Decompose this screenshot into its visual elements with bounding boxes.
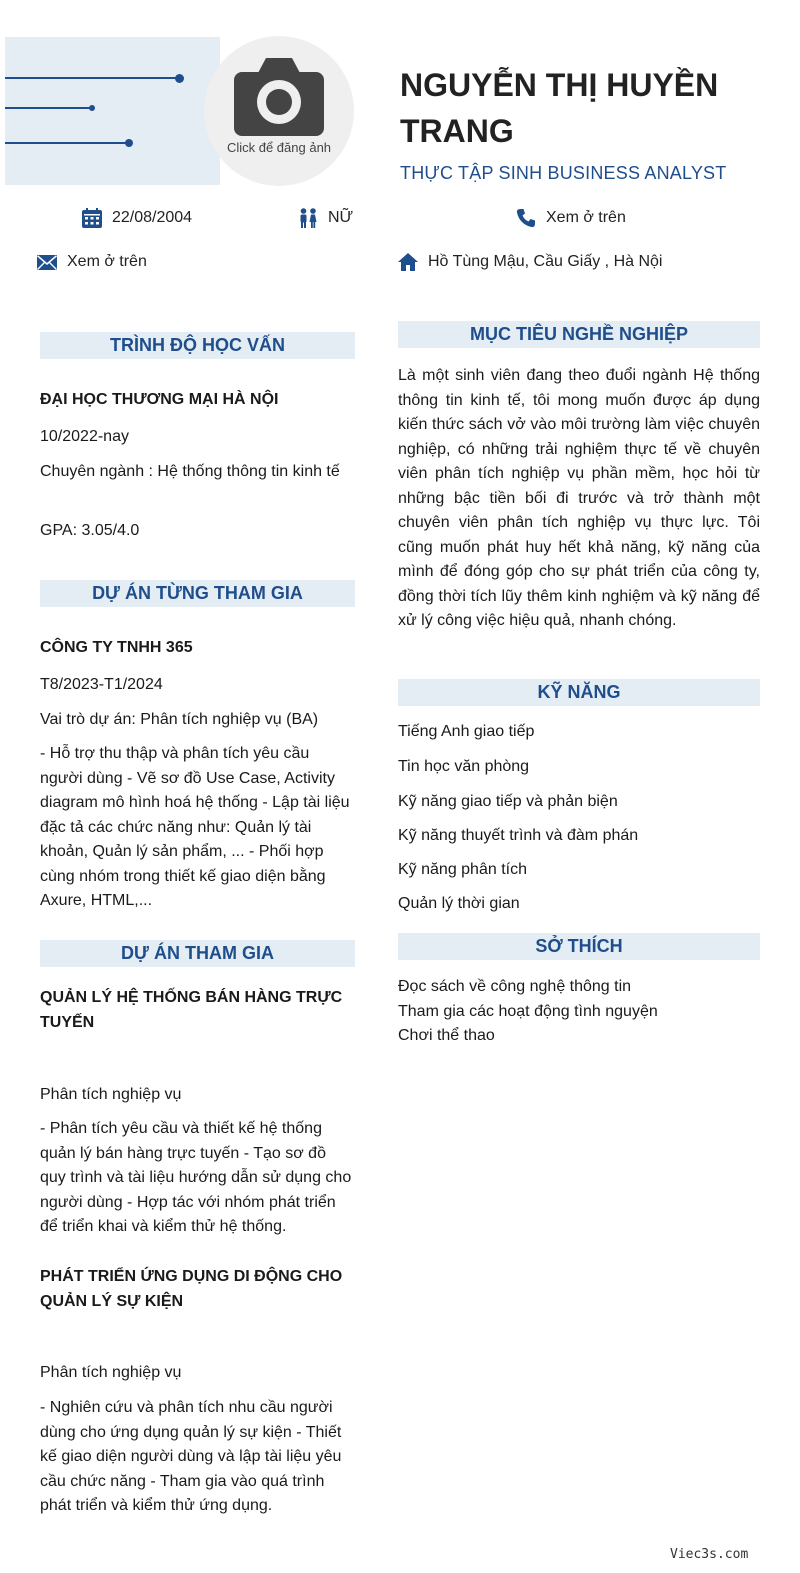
objective-text: Là một sinh viên đang theo đuổi ngành Hệ thống thông tin kinh tế, tôi mong muốn được áp dụng kiến thức sách vở vào môi trường làm việc chuyên nghiệp, có những trải nghiệm thực tế về chuyên viên phân tích nghiệp vụ phần mềm, học hỏi từ những bậc tiền bối đi trước và trở thành một chuyên viên phân tích nghiệp vụ thực lực. Tôi cũng muốn phát huy hết khả năng, kỹ năng của mình để đóng góp cho sự phát triển của công ty, đồng thời tích lũy thêm kinh nghiệm và kỹ năng để xử lý công việc hiệu quả, nhanh chóng.: [398, 367, 760, 629]
decor-dot: [89, 105, 95, 111]
photo-caption: Click để đăng ảnh: [226, 140, 332, 155]
home-icon: [398, 253, 418, 271]
skills-heading: KỸ NĂNG: [398, 679, 760, 706]
email-info: [37, 253, 147, 271]
skill-item: Kỹ năng thuyết trình và đàm phán: [398, 827, 639, 844]
skill-item: Tiếng Anh giao tiếp: [398, 723, 535, 740]
education-heading: TRÌNH ĐỘ HỌC VẤN: [40, 332, 355, 359]
skill-item: Kỹ năng giao tiếp và phản biện: [398, 793, 618, 810]
email-icon: [37, 255, 57, 270]
candidate-name: NGUYỄN THỊ HUYỀN TRANG: [400, 67, 719, 149]
company-period: T8/2023-T1/2024: [40, 676, 163, 693]
project-description: - Phân tích yêu cầu và thiết kế hệ thống quản lý bán hàng trực tuyến - Tạo sơ đồ quy trình và tài liệu hướng dẫn sử dụng cho người dùng - Hợp tác với nhóm phát triển để triển khai và kiểm thử hệ thống.: [40, 1120, 352, 1235]
address-info: [398, 253, 662, 271]
phone-value: Xem ở trên: [546, 209, 626, 226]
gender-value: NỮ: [328, 209, 354, 226]
decor-line: [5, 107, 92, 109]
projects-heading: DỰ ÁN THAM GIA: [40, 940, 355, 967]
project-description: - Nghiên cứu và phân tích nhu cầu người dùng cho ứng dụng quản lý sự kiện - Thiết kế giao diện người dùng và lập tài liệu yêu cầu chức năng - Tham gia vào quá trình phát triển và kiểm thử ứng dụng.: [40, 1399, 342, 1514]
photo-upload[interactable]: [204, 36, 354, 186]
skill-item: Tin học văn phòng: [398, 758, 530, 775]
hobbies-heading: SỞ THÍCH: [398, 933, 760, 960]
project-name: QUẢN LÝ HỆ THỐNG BÁN HÀNG TRỰC TUYẾN: [40, 989, 343, 1031]
school-name: ĐẠI HỌC THƯƠNG MẠI HÀ NỘI: [40, 391, 279, 408]
address-value: Hồ Tùng Mậu, Cầu Giấy , Hà Nội: [428, 253, 663, 270]
camera-icon: [234, 58, 324, 136]
decor-line: [5, 77, 180, 79]
company-role: Vai trò dự án: Phân tích nghiệp vụ (BA): [40, 711, 319, 728]
company-description: - Hỗ trợ thu thập và phân tích yêu cầu người dùng - Vẽ sơ đồ Use Case, Activity diagram mô hình hoá hệ thống - Lập tài liệu đặc tả các chức năng như: Quản lý tài khoản, Quản lý sản phẩm, ... - Phối hợp cùng nhóm trong thiết kế giao diện bằng Axure, HTML,...: [40, 745, 350, 909]
phone-info: [516, 208, 626, 228]
gender-icon: [299, 208, 318, 228]
project-role: Phân tích nghiệp vụ: [40, 1086, 182, 1103]
birthday-value: 22/08/2004: [112, 209, 193, 226]
project-role: Phân tích nghiệp vụ: [40, 1364, 182, 1381]
email-value: Xem ở trên: [67, 253, 147, 270]
decor-line: [5, 142, 129, 144]
skill-item: Kỹ năng phân tích: [398, 861, 527, 878]
company-name: CÔNG TY TNHH 365: [40, 639, 193, 656]
watermark: Viec3s.com: [670, 1547, 749, 1562]
hobby-item: Chơi thể thao: [398, 1027, 495, 1044]
job-title: THỰC TẬP SINH BUSINESS ANALYST: [400, 163, 727, 183]
calendar-icon: [82, 208, 102, 228]
header-band: [5, 37, 220, 185]
objective-heading: MỤC TIÊU NGHỀ NGHIỆP: [398, 321, 760, 348]
phone-icon: [516, 208, 536, 228]
project-name: PHÁT TRIỂN ỨNG DỤNG DI ĐỘNG CHO QUẢN LÝ SỰ KIỆN: [40, 1268, 343, 1310]
skill-item: Quản lý thời gian: [398, 895, 520, 912]
decor-dot: [175, 74, 184, 83]
education-period: 10/2022-nay: [40, 428, 129, 445]
gender-info: [299, 208, 353, 228]
hobby-item: Đọc sách về công nghệ thông tin: [398, 978, 632, 995]
birthday-info: [82, 208, 192, 228]
education-major: Chuyên ngành : Hệ thống thông tin kinh tế: [40, 463, 340, 480]
hobby-item: Tham gia các hoạt động tình nguyện: [398, 1003, 658, 1020]
past-projects-heading: DỰ ÁN TỪNG THAM GIA: [40, 580, 355, 607]
decor-dot: [125, 139, 133, 147]
education-gpa: GPA: 3.05/4.0: [40, 522, 140, 539]
